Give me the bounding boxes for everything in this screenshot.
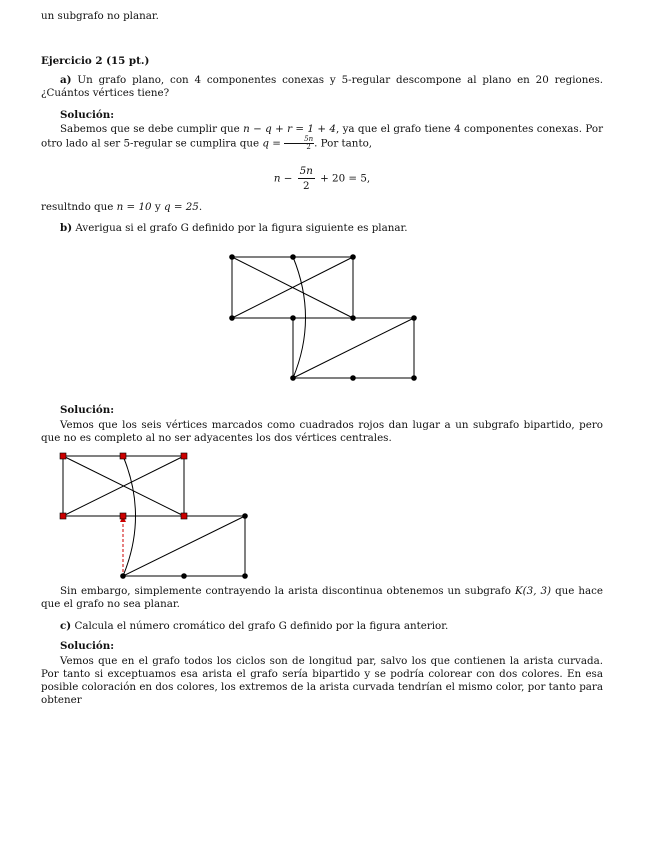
display-rest: + 20 = 5,: [320, 172, 371, 185]
solution-b-conclusion: [41, 585, 603, 611]
edge: [293, 318, 414, 378]
edge: [232, 257, 353, 318]
part-c-label: c): [60, 620, 72, 632]
vertex: [350, 315, 356, 321]
edge: [63, 456, 184, 516]
k33: K(3, 3): [514, 585, 552, 597]
vertex: [242, 513, 248, 519]
display-equation: [41, 164, 603, 193]
fraction-5n-2: $\frac{5n}{2}$: [284, 136, 314, 151]
equation-euler: n − q + r = 1 + 4: [243, 123, 336, 135]
solution-c-label: Solución:: [60, 640, 115, 652]
solution-b-conclusion-1: Sin embargo, simplemente contrayendo la arista discontinua obtenemos un subgrafo: [60, 585, 511, 597]
display-fraction: $\frac{5n}{2}$: [299, 165, 313, 192]
vertex: [290, 315, 296, 321]
solution-a-text-2: , ya que el grafo tiene 4 componentes conexas. Por otro lado al ser 5-regular se cumplira que: [41, 123, 604, 150]
solution-c-text: Vemos que en el grafo todos los ciclos son de longitud par, salvo los que contienen la arista curvada. Por tanto si exceptuamos esa arista el grafo sería bipartido y se podría colorear con dos colores. En esa posible coloración en dos colores, los extremos de la arista curvada tendrían el mismo color, por tanto para obtener: [41, 655, 603, 706]
result-n: n = 10: [116, 201, 152, 213]
solution-a-text-1: Sabemos que se debe cumplir que: [60, 123, 240, 135]
red-square-vertex: [60, 453, 66, 459]
result-line: [41, 201, 603, 214]
red-square-vertex: [120, 453, 126, 459]
vertex: [242, 573, 248, 579]
display-n: n −: [273, 172, 293, 185]
part-a-text: Un grafo plano, con 4 componentes conexas y 5-regular descompone al plano en 20 regiones. ¿Cuántos vértices tiene?: [41, 74, 603, 99]
red-square-vertex: [60, 513, 66, 519]
solution-a-text-3: . Por tanto,: [314, 137, 373, 150]
vertex: [120, 573, 126, 579]
red-square-vertex: [181, 513, 187, 519]
arrow-head: [120, 516, 126, 522]
result-y: y: [154, 201, 161, 213]
solution-a-text: [41, 123, 603, 151]
part-c-text: Calcula el número cromático del grafo G definido por la figura anterior.: [74, 620, 449, 632]
result-q: q = 25: [163, 201, 199, 213]
solution-b-text: Vemos que los seis vértices marcados como cuadrados rojos dan lugar a un subgrafo bipartido, pero que no es completo al no ser adyacentes los dos vértices centrales.: [41, 419, 603, 444]
part-c-statement: [41, 620, 603, 633]
vertex: [411, 375, 417, 381]
part-a-label: a): [60, 74, 72, 86]
vertex: [229, 315, 235, 321]
vertex: [350, 375, 356, 381]
part-a-statement: [41, 74, 603, 100]
red-square-vertex: [181, 453, 187, 459]
solution-a-label: Solución:: [60, 109, 115, 121]
solution-b-label: Solución:: [60, 404, 115, 416]
vertex: [290, 375, 296, 381]
equation-q: q =: [262, 137, 281, 150]
curved-edge: [123, 456, 136, 576]
result-end: .: [198, 201, 203, 213]
exercise-heading: Ejercicio 2 (15 pt.): [41, 55, 150, 67]
part-b-label: b): [60, 222, 73, 234]
vertex: [229, 254, 235, 260]
edge: [232, 257, 353, 318]
curved-edge: [293, 257, 306, 378]
part-b-statement: [41, 222, 603, 235]
continuation-line: un subgrafo no planar.: [41, 10, 159, 22]
vertex: [411, 315, 417, 321]
vertex: [350, 254, 356, 260]
edge: [123, 516, 245, 576]
vertex: [181, 573, 187, 579]
edge: [63, 456, 184, 516]
vertex: [290, 254, 296, 260]
red-square-vertex: [120, 513, 126, 519]
result-text: resultndo que: [41, 201, 114, 213]
solution-b-conclusion-2: que hace que el grafo no sea planar.: [41, 585, 603, 610]
part-b-text: Averigua si el grafo G definido por la figura siguiente es planar.: [75, 222, 408, 234]
